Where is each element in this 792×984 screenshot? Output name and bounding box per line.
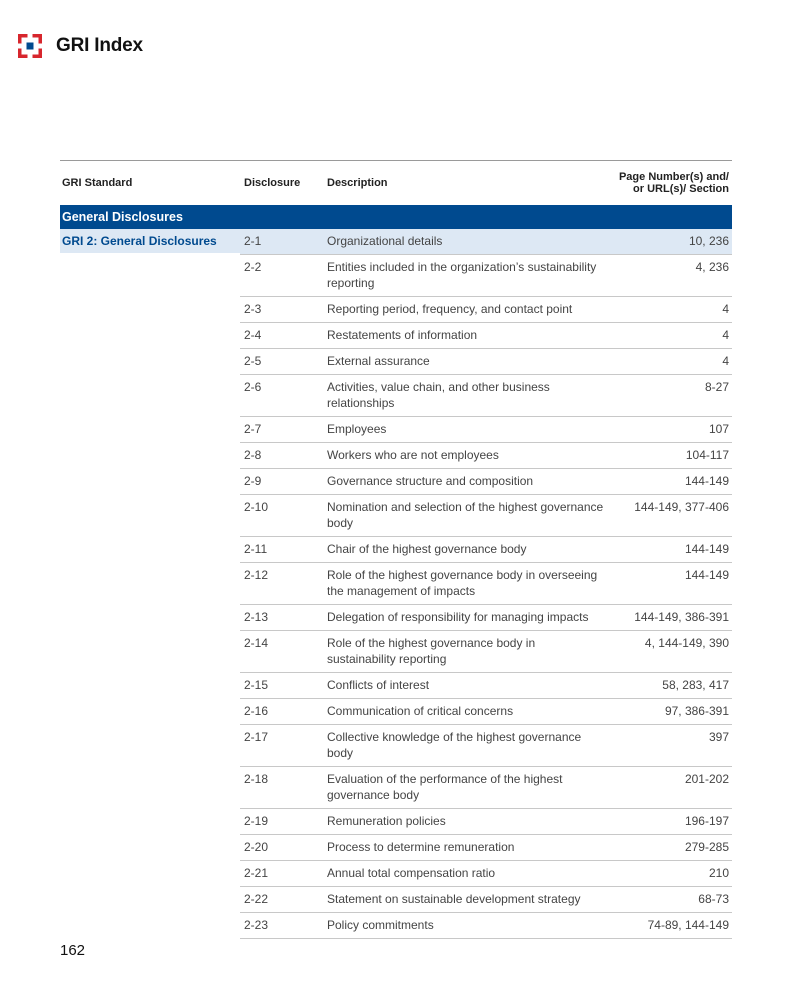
pages-cell: 104-117 bbox=[685, 448, 729, 462]
description-cell: Remuneration policies bbox=[327, 814, 446, 828]
table-body bbox=[60, 229, 732, 939]
pages-cell: 144-149 bbox=[684, 568, 729, 582]
table-row bbox=[240, 255, 732, 297]
description-cell: Organizational details bbox=[327, 234, 443, 248]
description-cell: Employees bbox=[327, 422, 387, 436]
table-row bbox=[240, 913, 732, 939]
description-cell: Process to determine remuneration bbox=[327, 840, 515, 854]
disclosure-cell: 2-5 bbox=[244, 354, 262, 368]
table-row bbox=[240, 605, 732, 631]
table-row bbox=[240, 725, 732, 767]
description-cell: Governance structure and composition bbox=[327, 474, 534, 488]
pages-cell: 4 bbox=[722, 302, 729, 316]
description-cell: External assurance bbox=[327, 354, 430, 368]
description-cell: Policy commitments bbox=[327, 918, 434, 932]
disclosure-cell: 2-10 bbox=[244, 500, 269, 514]
pages-cell: 144-149, 377-406 bbox=[634, 500, 729, 514]
description-cell: Collective knowledge of the highest governance body bbox=[327, 730, 582, 760]
description-cell: Nomination and selection of the highest governance body bbox=[327, 500, 604, 530]
pages-cell: 97, 386-391 bbox=[664, 704, 729, 718]
disclosure-cell: 2-19 bbox=[244, 814, 269, 828]
table-row bbox=[240, 631, 732, 673]
gri-standard-label: GRI 2: General Disclosures bbox=[60, 229, 242, 253]
description-cell: Evaluation of the performance of the highest governance body bbox=[327, 772, 563, 802]
description-cell: Role of the highest governance body in overseeing the management of impacts bbox=[327, 568, 598, 598]
table-row bbox=[240, 835, 732, 861]
section-heading: General Disclosures bbox=[60, 205, 732, 229]
column-header-pages bbox=[610, 171, 732, 195]
disclosure-cell: 2-21 bbox=[244, 866, 269, 880]
pages-cell: 201-202 bbox=[684, 772, 729, 786]
table-row bbox=[240, 443, 732, 469]
disclosure-cell: 2-14 bbox=[244, 636, 269, 650]
table-row bbox=[240, 809, 732, 835]
description-cell: Statement on sustainable development strategy bbox=[327, 892, 581, 906]
table-row bbox=[240, 349, 732, 375]
pages-cell: 196-197 bbox=[684, 814, 729, 828]
table-row bbox=[240, 563, 732, 605]
page-number: 162 bbox=[60, 942, 86, 959]
description-cell: Chair of the highest governance body bbox=[327, 542, 527, 556]
column-header-pages-line2: or URL(s)/ Section bbox=[633, 183, 729, 195]
table-row bbox=[240, 887, 732, 913]
table-row bbox=[240, 297, 732, 323]
description-cell: Communication of critical concerns bbox=[327, 704, 514, 718]
disclosure-cell: 2-11 bbox=[244, 542, 268, 556]
pages-cell: 68-73 bbox=[698, 892, 729, 906]
disclosure-cell: 2-12 bbox=[244, 568, 269, 582]
disclosure-cell: 2-3 bbox=[244, 302, 262, 316]
disclosure-cell: 2-8 bbox=[244, 448, 262, 462]
disclosure-cell: 2-20 bbox=[244, 840, 269, 854]
table-row bbox=[240, 673, 732, 699]
column-header-disclosure: Disclosure bbox=[244, 177, 301, 189]
description-cell: Reporting period, frequency, and contact point bbox=[327, 302, 573, 316]
description-cell: Annual total compensation ratio bbox=[327, 866, 496, 880]
disclosure-cell: 2-18 bbox=[244, 772, 269, 786]
column-header-pages-line1: Page Number(s) and/ bbox=[618, 171, 729, 183]
pages-cell: 144-149 bbox=[684, 474, 729, 488]
description-cell: Delegation of responsibility for managing impacts bbox=[327, 610, 589, 624]
pages-cell: 4 bbox=[722, 328, 729, 342]
disclosure-cell: 2-16 bbox=[244, 704, 269, 718]
table-row bbox=[240, 417, 732, 443]
disclosure-cell: 2-22 bbox=[244, 892, 269, 906]
disclosure-cell: 2-23 bbox=[244, 918, 269, 932]
pages-cell: 279-285 bbox=[684, 840, 729, 854]
disclosure-cell: 2-7 bbox=[244, 422, 262, 436]
pages-cell: 8-27 bbox=[704, 380, 729, 394]
description-cell: Conflicts of interest bbox=[327, 678, 430, 692]
table-row bbox=[240, 375, 732, 417]
pages-cell: 210 bbox=[708, 866, 729, 880]
column-header-standard: GRI Standard bbox=[62, 177, 133, 189]
disclosure-cell: 2-1 bbox=[244, 234, 262, 248]
description-cell: Activities, value chain, and other business relationships bbox=[327, 380, 550, 410]
pages-cell: 397 bbox=[708, 730, 729, 744]
table-row bbox=[240, 699, 732, 725]
table-row bbox=[240, 469, 732, 495]
table-row bbox=[240, 537, 732, 563]
disclosure-cell: 2-13 bbox=[244, 610, 269, 624]
pages-cell: 10, 236 bbox=[688, 234, 729, 248]
pages-cell: 74-89, 144-149 bbox=[647, 918, 729, 932]
description-cell: Role of the highest governance body in sustainability reporting bbox=[327, 636, 536, 666]
pages-cell: 144-149 bbox=[684, 542, 729, 556]
pages-cell: 4, 236 bbox=[695, 260, 729, 274]
description-cell: Restatements of information bbox=[327, 328, 478, 342]
page-title: GRI Index bbox=[56, 35, 143, 56]
disclosure-cell: 2-2 bbox=[244, 260, 262, 274]
disclosure-cell: 2-6 bbox=[244, 380, 262, 394]
page-header bbox=[18, 32, 143, 60]
pages-cell: 144-149, 386-391 bbox=[634, 610, 729, 624]
disclosure-cell: 2-4 bbox=[244, 328, 262, 342]
pages-cell: 107 bbox=[708, 422, 729, 436]
table-row bbox=[240, 229, 732, 255]
description-cell: Entities included in the organization’s sustainability reporting bbox=[327, 260, 597, 290]
table-row bbox=[240, 323, 732, 349]
column-header-description: Description bbox=[327, 177, 388, 189]
pages-cell: 4, 144-149, 390 bbox=[644, 636, 729, 650]
description-cell: Workers who are not employees bbox=[327, 448, 499, 462]
brand-logo-icon bbox=[18, 34, 42, 58]
disclosure-cell: 2-17 bbox=[244, 730, 269, 744]
disclosure-cell: 2-15 bbox=[244, 678, 269, 692]
gri-index-table bbox=[60, 160, 732, 939]
disclosure-cell: 2-9 bbox=[244, 474, 262, 488]
pages-cell: 58, 283, 417 bbox=[662, 678, 729, 692]
table-header bbox=[60, 160, 732, 205]
pages-cell: 4 bbox=[722, 354, 729, 368]
table-row bbox=[240, 767, 732, 809]
table-row bbox=[240, 861, 732, 887]
table-row bbox=[240, 495, 732, 537]
